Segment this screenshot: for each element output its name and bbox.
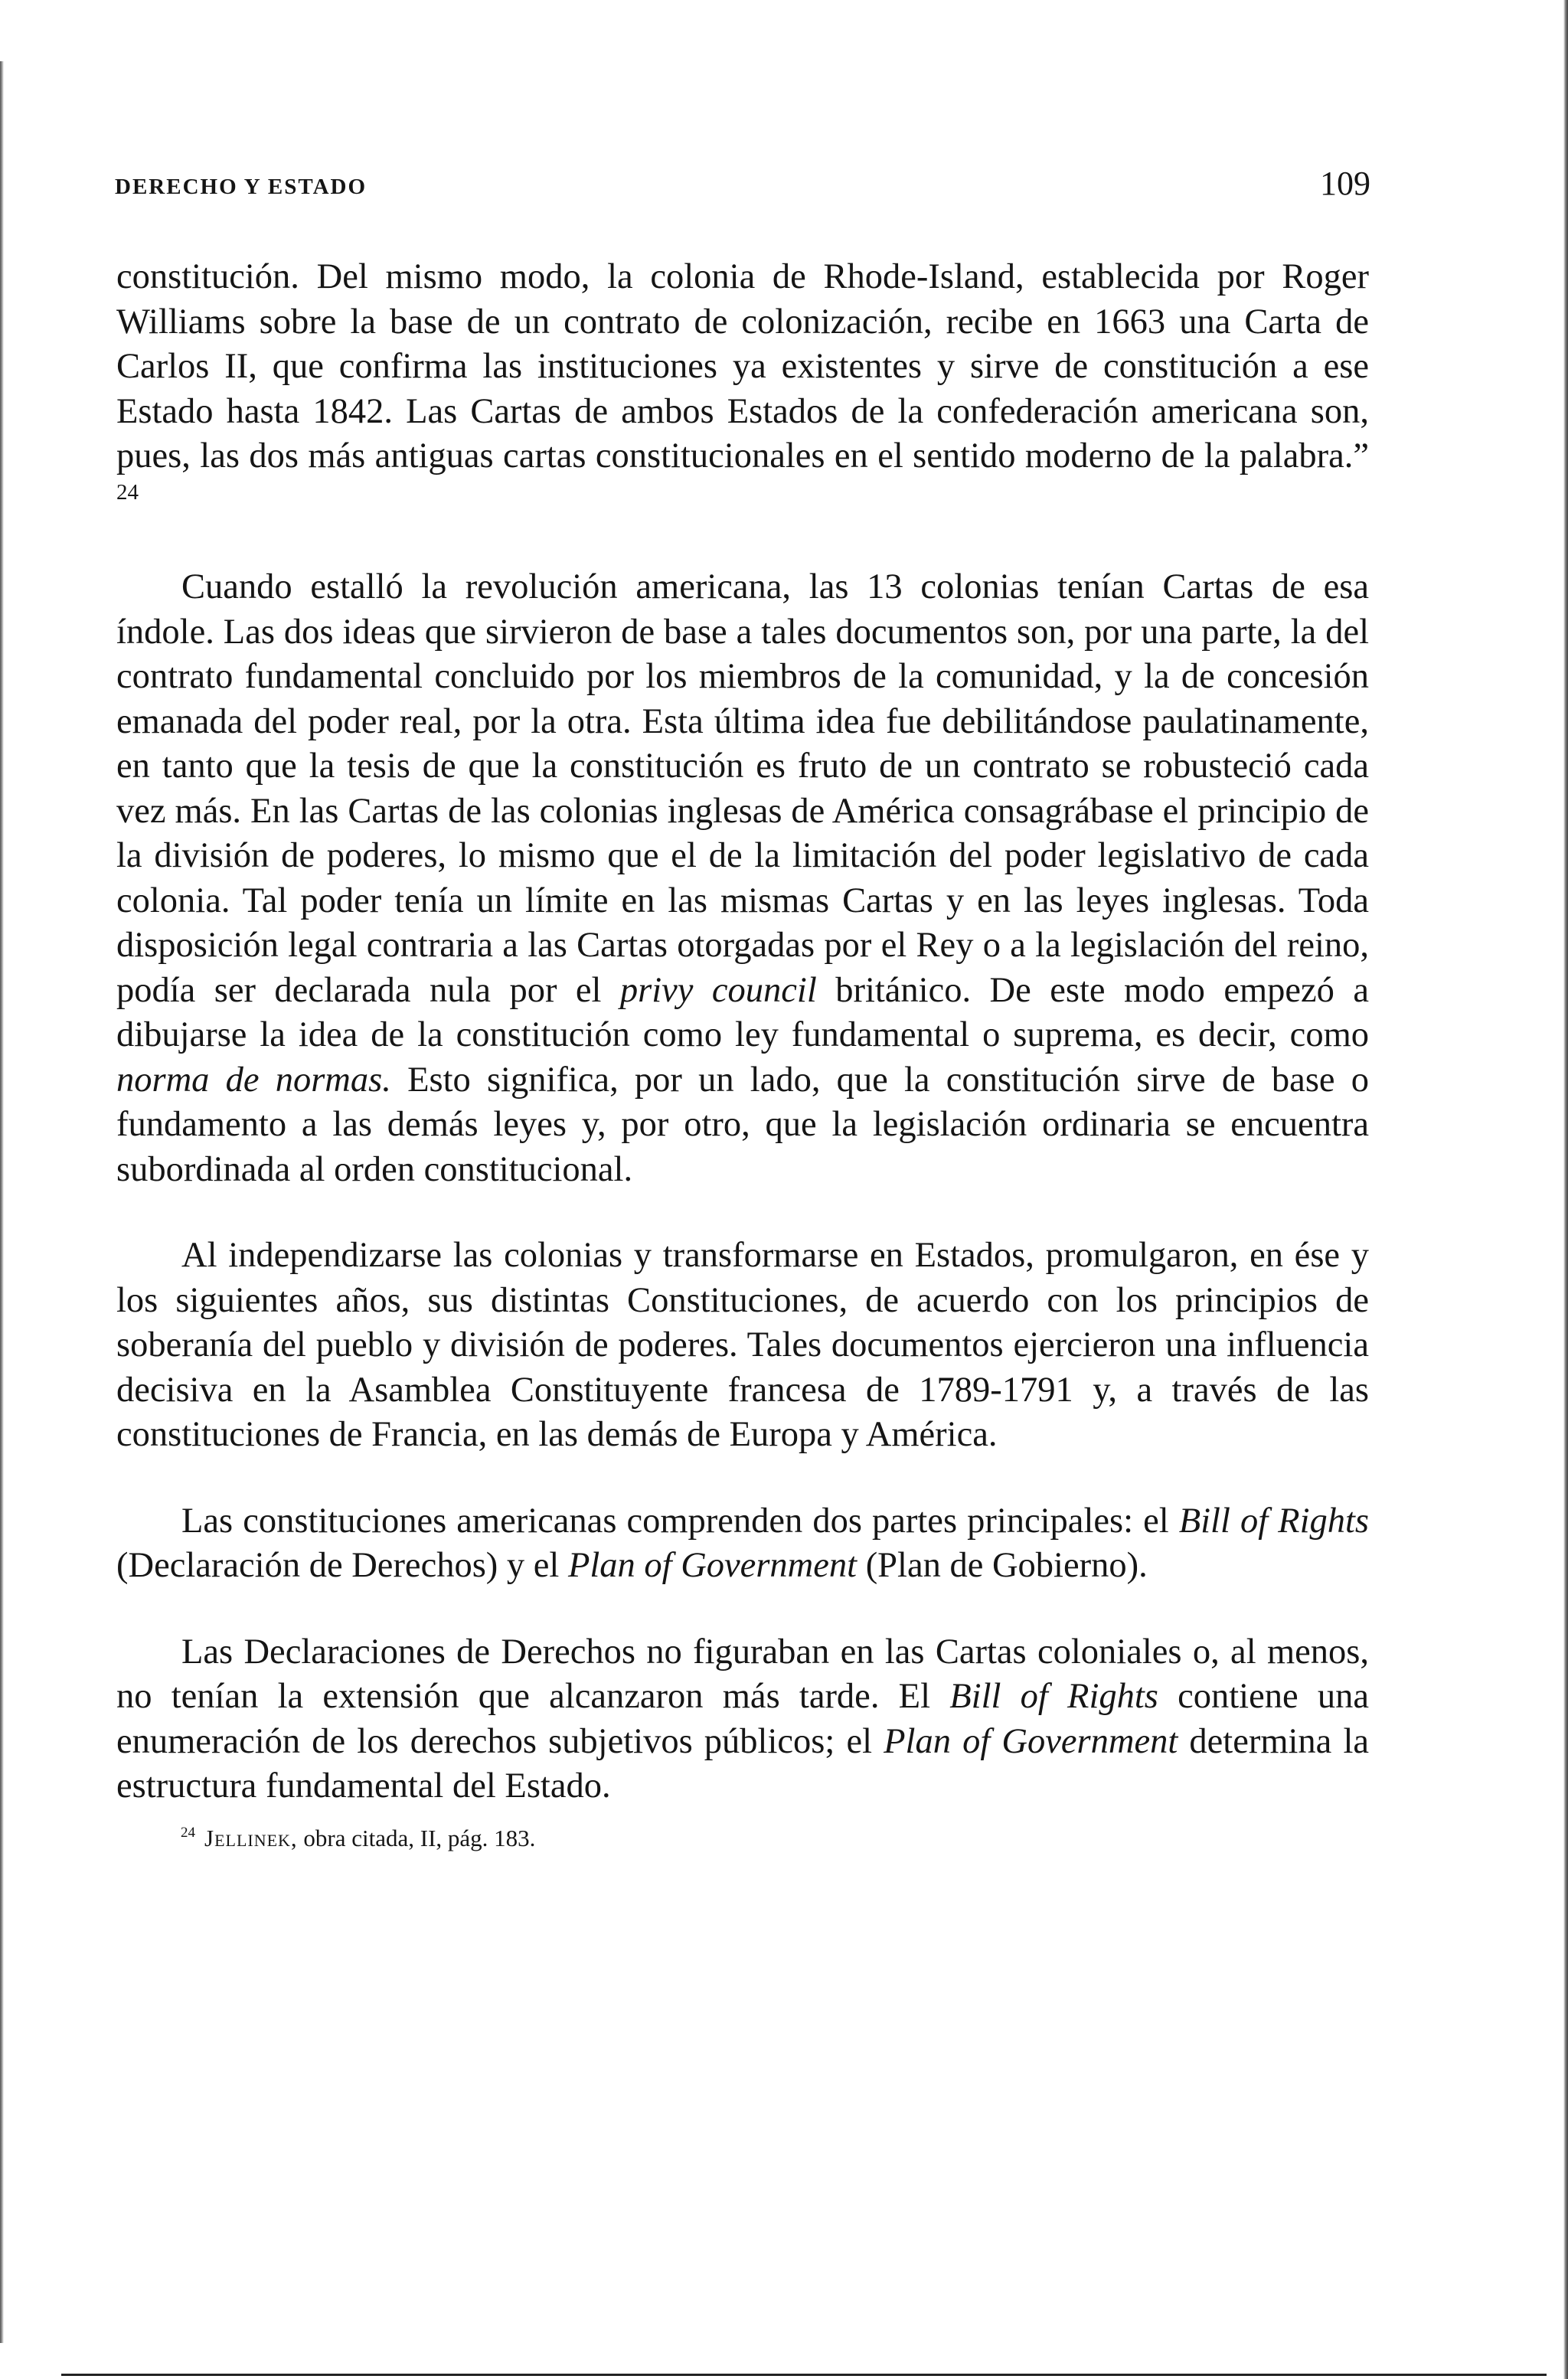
body-text — [116, 255, 1369, 1854]
footnote-number: 24 — [181, 1824, 195, 1841]
paragraph-5-italic-b: Plan of Government — [884, 1721, 1178, 1761]
paragraph-4-italic-a: Bill of Rights — [1178, 1501, 1370, 1541]
paragraph-4-text-a: Las constituciones americanas comprenden dos partes principales: el — [181, 1501, 1169, 1541]
paragraph-5 — [116, 1630, 1369, 1809]
paragraph-2-text-a: Cuando estalló la revolución americana, las 13 colonias tenían Cartas de esa índole. Las dos ideas que sirvieron de base a tales documentos son, por una parte, la del contrato fundamental concluido por los miembros de la comunidad, y la de concesión emanada del poder real, por la otra. Esta última idea fue debilitándose paulatinamente, en tanto que la tesis de que la constitución es fruto de un contrato se robusteció cada vez más. En las Cartas de las colonias inglesas de América consagrábase el principio de la división de poderes, lo mismo que el de la limitación del poder legislativo de cada colonia. Tal poder tenía un límite en las mismas Cartas y en las leyes inglesas. Toda disposición legal contraria a las Cartas otorgadas por el Rey o a la legislación del reino, podía ser declarada nula por el — [116, 567, 1369, 1010]
paragraph-3 — [116, 1234, 1369, 1458]
paragraph-4-text-c: (Plan de Gobierno). — [865, 1546, 1148, 1585]
paragraph-2-text-c: Esto significa, por un lado, que la constitución sirve de base o fundamento a las demás leyes y, por otro, que la legislación ordinaria se encuentra subordinada al orden constitucional. — [116, 1060, 1370, 1189]
page-number: 109 — [1320, 165, 1370, 202]
paragraph-5-text-c: determina la estructura fundamental del Estado. — [116, 1721, 1370, 1805]
paragraph-2-italic-a: privy council — [619, 970, 817, 1010]
paragraph-3-text: Al independizarse las colonias y transformarse en Estados, promulgaron, en ése y los siguientes años, sus distintas Constituciones, de acuerdo con los principios de soberanía del pueblo y división de poderes. Tales documentos ejercieron una influencia decisiva en la Asamblea Constituyente francesa de 1789-1791 y, a través de las constituciones de Francia, en las demás de Europa y América. — [116, 1236, 1369, 1454]
footnote-text: obra citada, II, pág. 183. — [303, 1824, 536, 1851]
paragraph-2-text-b: británico. De este modo empezó a dibujarse la idea de la constitución como ley fundamental o suprema, es decir, como — [116, 970, 1369, 1054]
paragraph-1-text: constitución. Del mismo modo, la colonia de Rhode-Island, establecida por Roger Williams sobre la base de un contrato de colonización, recibe en 1663 una Carta de Carlos II, que confirma las instituciones ya existentes y sirve de constitución a ese Estado hasta 1842. Las Cartas de ambos Estados de la confederación americana son, pues, las dos más antiguas cartas constitucionales en el sentido moderno de la palabra.” — [116, 257, 1369, 475]
paragraph-4-text-b: (Declaración de Derechos) y el — [116, 1546, 560, 1585]
paragraph-4-italic-b: Plan of Government — [567, 1546, 858, 1585]
running-head — [115, 164, 1370, 210]
paragraph-5-text-b: contiene una enumeración de los derechos subjetivos públicos; el — [116, 1677, 1369, 1761]
running-title: DERECHO Y ESTADO — [115, 175, 368, 199]
scan-edge-bottom — [61, 2374, 1547, 2376]
paragraph-2 — [116, 565, 1369, 1192]
paragraph-5-text-a: Las Declaraciones de Derechos no figuraban en las Cartas coloniales o, al menos, no tenían la extensión que alcanzaron más tarde. El — [116, 1632, 1369, 1716]
scan-edge-right — [1563, 0, 1568, 2379]
paragraph-5-italic-a: Bill of Rights — [949, 1677, 1158, 1716]
paragraph-2-italic-b: norma de normas. — [116, 1060, 391, 1100]
footnote-reference: 24 — [116, 479, 139, 505]
paragraph-1 — [116, 255, 1369, 524]
scan-edge-left — [0, 61, 4, 2343]
footnote-author: Jellinek, — [204, 1824, 298, 1851]
footnote — [181, 1823, 1369, 1854]
paragraph-4 — [116, 1499, 1369, 1589]
